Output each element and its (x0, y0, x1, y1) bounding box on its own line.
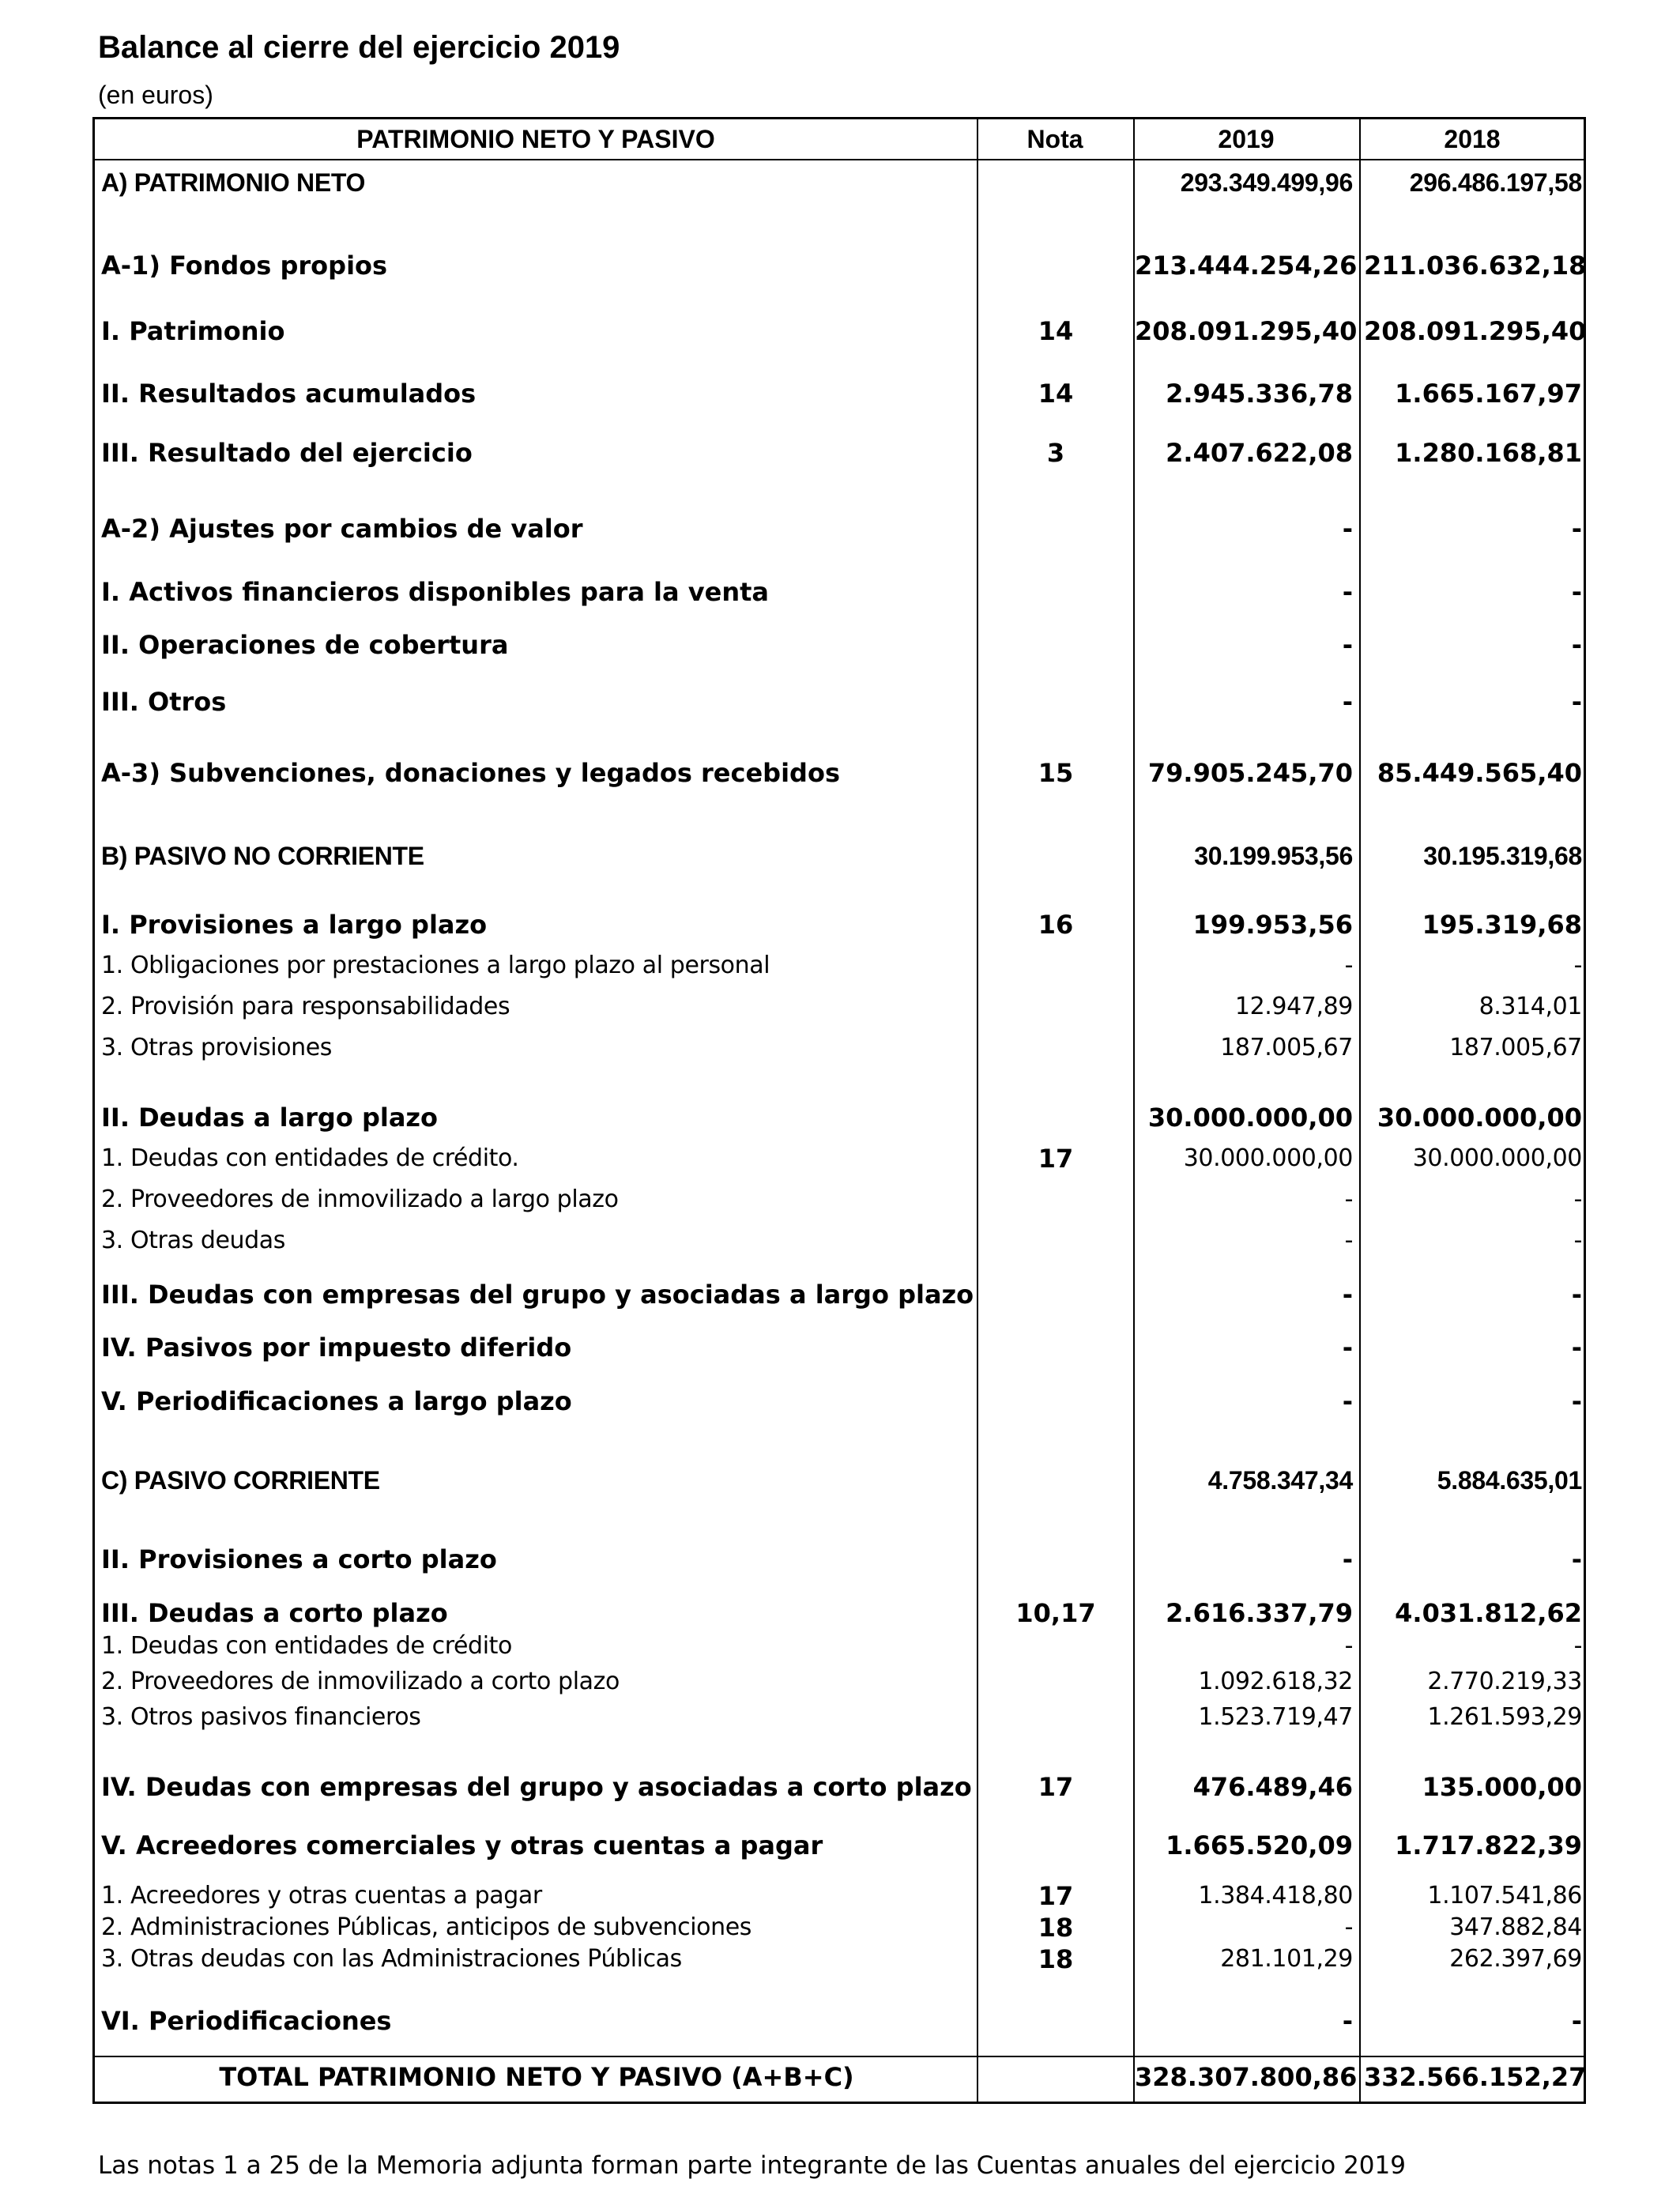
row-value-2019: 30.000.000,00 (1183, 1144, 1353, 1172)
row-label: 1. Acreedores y otras cuentas a pagar (101, 1882, 542, 1909)
row-label: 3. Otras deudas (101, 1227, 285, 1254)
table-row (95, 376, 1584, 411)
row-label: A-1) Fondos propios (101, 251, 388, 281)
row-value-2019: 208.091.295,40 (1135, 316, 1358, 346)
row-label: VI. Periodificaciones (101, 2006, 392, 2036)
row-nota (978, 2004, 1133, 2038)
row-nota (978, 1330, 1133, 1365)
row-nota: 17 (1038, 1772, 1074, 1802)
table-row (95, 839, 1584, 873)
row-value-2018: 85.449.565,40 (1377, 758, 1582, 788)
row-value-2018: - (1573, 952, 1582, 979)
row-nota (978, 684, 1133, 719)
table-row (95, 1100, 1584, 1135)
row-value-2018: 187.005,67 (1449, 1034, 1582, 1061)
row-label: II. Operaciones de cobertura (101, 630, 509, 660)
table-row (95, 1384, 1584, 1419)
row-value-2018: - (1571, 1333, 1582, 1363)
row-value-2019: 1.665.520,09 (1166, 1830, 1353, 1860)
row-value-2018: 1.280.168,81 (1395, 438, 1582, 468)
row-value-2019: - (1342, 687, 1353, 717)
row-value-2018: 195.319,68 (1422, 910, 1582, 940)
row-value-2019: 213.444.254,26 (1135, 251, 1358, 281)
row-value-2018: 262.397,69 (1449, 1945, 1582, 1973)
total-nota (978, 2060, 1133, 2094)
table-row (95, 314, 1587, 349)
row-value-2018: 30.000.000,00 (1377, 1103, 1582, 1133)
table-row (95, 1942, 1584, 1977)
row-value-2018: 211.036.632,18 (1364, 251, 1587, 281)
table-row (95, 628, 1584, 662)
row-nota (978, 1828, 1133, 1863)
row-label: 3. Otras deudas con las Administraciones Públicas (101, 1945, 682, 1973)
row-value-2019: - (1344, 1632, 1353, 1660)
row-label: III. Deudas a corto plazo (101, 1598, 448, 1628)
row-label: A-3) Subvenciones, donaciones y legados recebidos (101, 758, 840, 788)
table-row (95, 1664, 1584, 1699)
row-value-2019: 1.523.719,47 (1198, 1703, 1353, 1731)
row-value-2018: 1.717.822,39 (1395, 1830, 1582, 1860)
table-row (95, 1031, 1584, 1065)
row-value-2019: - (1342, 2006, 1353, 2036)
row-value-2019: 30.000.000,00 (1147, 1103, 1353, 1133)
row-value-2018: - (1573, 1186, 1582, 1213)
row-label: A) PATRIMONIO NETO (101, 168, 366, 197)
table-row (95, 907, 1584, 942)
table-row (95, 1463, 1584, 1498)
total-2019: 328.307.800,86 (1135, 2062, 1358, 2092)
row-value-2019: 2.945.336,78 (1166, 379, 1353, 409)
row-nota (978, 1700, 1133, 1735)
row-value-2018: - (1571, 2006, 1582, 2036)
row-nota: 14 (1038, 316, 1074, 346)
table-row (95, 1182, 1584, 1217)
table-row (95, 1879, 1584, 1913)
table-row (95, 1277, 1584, 1312)
row-value-2019: 4.758.347,34 (1207, 1466, 1353, 1495)
row-label: 2. Administraciones Públicas, anticipos de subvenciones (101, 1913, 752, 1941)
row-label: I. Provisiones a largo plazo (101, 910, 488, 940)
row-nota (978, 165, 1133, 200)
row-label: II. Resultados acumulados (101, 379, 477, 409)
row-nota (978, 1664, 1133, 1699)
row-nota (978, 1277, 1133, 1312)
row-label: A-2) Ajustes por cambios de valor (101, 514, 583, 544)
table-row (95, 684, 1584, 719)
row-value-2018: 208.091.295,40 (1364, 316, 1587, 346)
row-label: III. Deudas con empresas del grupo y asociadas a largo plazo (101, 1280, 974, 1310)
row-value-2019: - (1342, 1280, 1353, 1310)
row-nota (978, 1182, 1133, 1217)
row-value-2018: 30.000.000,00 (1412, 1144, 1582, 1172)
row-nota (978, 248, 1133, 283)
row-value-2019: 476.489,46 (1192, 1772, 1353, 1802)
total-divider (95, 2056, 1584, 2057)
row-value-2019: 199.953,56 (1192, 910, 1353, 940)
row-value-2018: 8.314,01 (1478, 993, 1582, 1020)
table-row (95, 165, 1584, 200)
row-value-2019: - (1344, 1186, 1353, 1213)
table-row (95, 2004, 1584, 2038)
row-nota: 14 (1038, 379, 1074, 409)
table-row (95, 1596, 1584, 1630)
row-label: II. Provisiones a corto plazo (101, 1544, 497, 1574)
table-row (95, 1223, 1584, 1258)
row-value-2019: - (1342, 1544, 1353, 1574)
row-label: 1. Obligaciones por prestaciones a largo plazo al personal (101, 952, 770, 979)
row-nota (978, 1031, 1133, 1065)
total-row (95, 2060, 1587, 2094)
row-nota (978, 990, 1133, 1024)
row-value-2019: 2.616.337,79 (1166, 1598, 1353, 1628)
table-row (95, 575, 1584, 609)
row-value-2018: 296.486.197,58 (1409, 168, 1582, 197)
row-value-2018: 1.107.541,86 (1427, 1882, 1582, 1909)
row-label: V. Acreedores comerciales y otras cuentas a pagar (101, 1830, 823, 1860)
table-row (95, 990, 1584, 1024)
row-value-2019: - (1342, 1386, 1353, 1416)
table-row (95, 1770, 1584, 1804)
row-value-2019: - (1342, 1333, 1353, 1363)
row-value-2018: - (1571, 514, 1582, 544)
row-value-2019: 293.349.499,96 (1180, 168, 1353, 197)
row-value-2019: 2.407.622,08 (1166, 438, 1353, 468)
row-nota (978, 948, 1133, 983)
row-label: II. Deudas a largo plazo (101, 1103, 439, 1133)
row-value-2019: 1.092.618,32 (1198, 1668, 1353, 1695)
row-nota (978, 628, 1133, 662)
row-nota: 3 (1046, 438, 1065, 468)
row-value-2019: - (1344, 1913, 1353, 1941)
row-nota (978, 575, 1133, 609)
row-label: 3. Otros pasivos financieros (101, 1703, 421, 1731)
row-label: 1. Deudas con entidades de crédito (101, 1632, 512, 1660)
row-label: 1. Deudas con entidades de crédito. (101, 1144, 519, 1172)
row-label: III. Resultado del ejercicio (101, 438, 473, 468)
row-label: B) PASIVO NO CORRIENTE (101, 842, 424, 870)
row-label: III. Otros (101, 687, 227, 717)
table-row (95, 1700, 1584, 1735)
row-label: 2. Proveedores de inmovilizado a corto plazo (101, 1668, 620, 1695)
column-header-2018: 2018 (1444, 125, 1501, 153)
row-nota (978, 1629, 1133, 1664)
row-value-2018: - (1573, 1632, 1582, 1660)
total-2018: 332.566.152,27 (1364, 2062, 1587, 2092)
column-header-concept: PATRIMONIO NETO Y PASIVO (356, 125, 715, 153)
table-row (95, 1910, 1584, 1945)
row-value-2019: - (1342, 577, 1353, 607)
column-header-2019: 2019 (1218, 125, 1275, 153)
row-nota (978, 1542, 1133, 1577)
row-value-2019: 79.905.245,70 (1147, 758, 1353, 788)
row-nota (978, 1223, 1133, 1258)
row-value-2018: - (1571, 1386, 1582, 1416)
row-value-2019: 281.101,29 (1220, 1945, 1353, 1973)
row-label: I. Activos financieros disponibles para la venta (101, 577, 769, 607)
row-label: C) PASIVO CORRIENTE (101, 1466, 380, 1495)
row-value-2018: 347.882,84 (1449, 1913, 1582, 1941)
footer-note: Las notas 1 a 25 de la Memoria adjunta forman parte integrante de las Cuentas anuales del ejercicio 2019 (98, 2151, 1406, 2180)
row-nota: 15 (1038, 758, 1074, 788)
table-row (95, 1141, 1584, 1176)
row-nota (978, 1100, 1133, 1135)
row-nota: 17 (1038, 1144, 1074, 1174)
row-label: IV. Deudas con empresas del grupo y asociadas a corto plazo (101, 1772, 972, 1802)
row-label: 3. Otras provisiones (101, 1034, 333, 1061)
row-value-2018: 5.884.635,01 (1437, 1466, 1582, 1495)
table-row (95, 1330, 1584, 1365)
row-value-2019: - (1344, 1227, 1353, 1254)
row-nota (978, 1384, 1133, 1419)
currency-note: (en euros) (98, 81, 213, 109)
total-label: TOTAL PATRIMONIO NETO Y PASIVO (A+B+C) (219, 2062, 854, 2092)
row-nota: 16 (1038, 910, 1074, 940)
row-nota (978, 839, 1133, 873)
row-value-2018: - (1571, 1280, 1582, 1310)
row-value-2019: 12.947,89 (1234, 993, 1353, 1020)
row-value-2019: - (1342, 514, 1353, 544)
row-label: IV. Pasivos por impuesto diferido (101, 1333, 572, 1363)
row-label: 2. Provisión para responsabilidades (101, 993, 510, 1020)
document-title: Balance al cierre del ejercicio 2019 (98, 30, 620, 65)
column-header-nota: Nota (1026, 125, 1083, 153)
row-nota (978, 1463, 1133, 1498)
row-value-2018: 30.195.319,68 (1423, 842, 1582, 870)
table-row (95, 948, 1584, 983)
table-row (95, 248, 1587, 283)
row-value-2018: 1.665.167,97 (1395, 379, 1582, 409)
row-nota: 18 (1038, 1944, 1074, 1974)
balance-table (92, 117, 1586, 2104)
row-nota (978, 511, 1133, 546)
header-divider (95, 159, 1584, 160)
row-label: V. Periodificaciones a largo plazo (101, 1386, 572, 1416)
table-row (95, 511, 1584, 546)
table-row (95, 756, 1584, 790)
row-value-2018: - (1571, 1544, 1582, 1574)
row-value-2018: 135.000,00 (1422, 1772, 1582, 1802)
table-row (95, 435, 1584, 470)
row-value-2018: - (1573, 1227, 1582, 1254)
row-value-2018: 4.031.812,62 (1395, 1598, 1582, 1628)
row-value-2018: - (1571, 630, 1582, 660)
row-value-2019: - (1344, 952, 1353, 979)
table-row (95, 1828, 1584, 1863)
row-value-2018: 2.770.219,33 (1427, 1668, 1582, 1695)
row-value-2018: - (1571, 577, 1582, 607)
row-value-2018: 1.261.593,29 (1427, 1703, 1582, 1731)
row-nota: 10,17 (1015, 1598, 1096, 1628)
row-value-2019: 30.199.953,56 (1194, 842, 1353, 870)
row-value-2018: - (1571, 687, 1582, 717)
row-nota: 17 (1038, 1881, 1074, 1911)
table-row (95, 1629, 1584, 1664)
row-label: 2. Proveedores de inmovilizado a largo plazo (101, 1186, 619, 1213)
row-value-2019: 187.005,67 (1220, 1034, 1353, 1061)
row-value-2019: - (1342, 630, 1353, 660)
row-value-2019: 1.384.418,80 (1198, 1882, 1353, 1909)
row-nota: 18 (1038, 1913, 1074, 1943)
table-row (95, 1542, 1584, 1577)
row-label: I. Patrimonio (101, 316, 285, 346)
